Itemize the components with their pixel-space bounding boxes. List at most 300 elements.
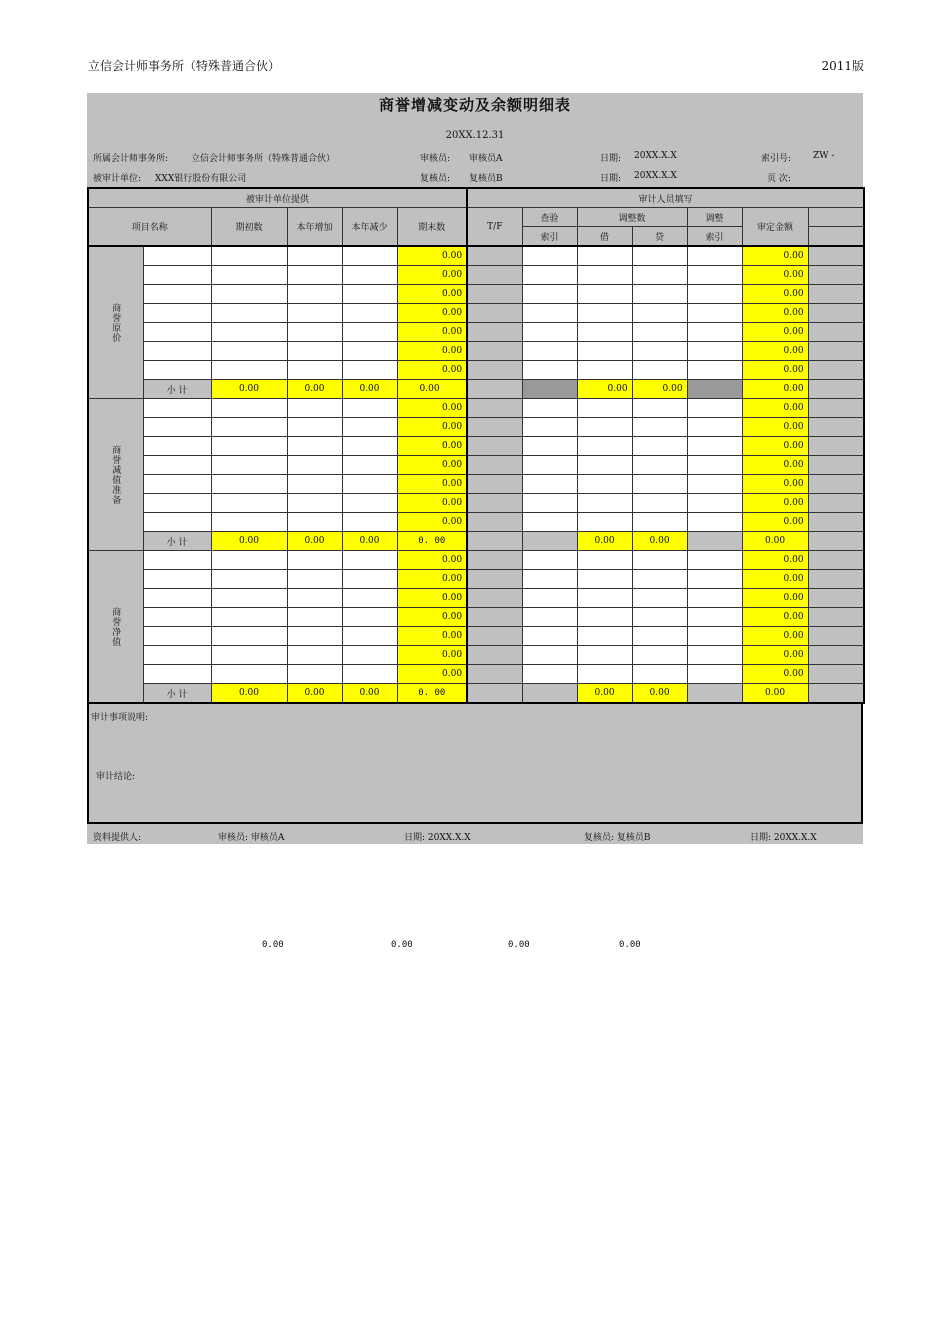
opening-cell[interactable] bbox=[211, 342, 287, 361]
closing-cell: 0.00 bbox=[397, 304, 467, 323]
extra-cell bbox=[808, 285, 864, 304]
tf-cell[interactable] bbox=[467, 665, 522, 684]
opening-cell[interactable] bbox=[211, 608, 287, 627]
filled-by-auditor: 审计人员填写 bbox=[467, 188, 864, 208]
debit-cell[interactable] bbox=[577, 665, 632, 684]
tf-cell[interactable] bbox=[467, 437, 522, 456]
item-name-cell[interactable] bbox=[143, 570, 211, 589]
check-index-cell[interactable] bbox=[522, 266, 577, 285]
audited-cell: 0.00 bbox=[742, 456, 808, 475]
item-name-cell[interactable] bbox=[143, 627, 211, 646]
debit-cell[interactable] bbox=[577, 551, 632, 570]
provided-by-unit: 被审计单位提供 bbox=[88, 188, 467, 208]
credit-cell[interactable] bbox=[632, 342, 687, 361]
check-index-cell[interactable] bbox=[522, 418, 577, 437]
decrease-cell[interactable] bbox=[342, 494, 397, 513]
tf-cell[interactable] bbox=[467, 304, 522, 323]
increase-cell[interactable] bbox=[287, 266, 342, 285]
closing-cell: 0.00 bbox=[397, 285, 467, 304]
item-name-cell[interactable] bbox=[143, 665, 211, 684]
section-label: 商誉减值准备 bbox=[88, 399, 143, 551]
col-decrease: 本年减少 bbox=[342, 208, 397, 247]
subtotal-audited: 0.00 bbox=[742, 380, 808, 399]
audited-cell: 0.00 bbox=[742, 361, 808, 380]
item-name-cell[interactable] bbox=[143, 246, 211, 266]
subtotal-extra bbox=[808, 684, 864, 704]
closing-cell: 0.00 bbox=[397, 551, 467, 570]
extra-cell bbox=[808, 551, 864, 570]
credit-cell[interactable] bbox=[632, 323, 687, 342]
tf-cell[interactable] bbox=[467, 456, 522, 475]
goodwill-table bbox=[87, 187, 865, 704]
increase-cell[interactable] bbox=[287, 437, 342, 456]
sheet-title: 商誉增减变动及余额明细表 bbox=[378, 96, 571, 114]
debit-cell[interactable] bbox=[577, 570, 632, 589]
credit-cell[interactable] bbox=[632, 513, 687, 532]
subtotal-check-index bbox=[522, 684, 577, 704]
item-name-cell[interactable] bbox=[143, 285, 211, 304]
increase-cell[interactable] bbox=[287, 475, 342, 494]
opening-cell[interactable] bbox=[211, 589, 287, 608]
closing-cell: 0.00 bbox=[397, 589, 467, 608]
adjust-index-cell[interactable] bbox=[687, 513, 742, 532]
decrease-cell[interactable] bbox=[342, 570, 397, 589]
extra-cell bbox=[808, 437, 864, 456]
opening-cell[interactable] bbox=[211, 475, 287, 494]
extra-cell bbox=[808, 513, 864, 532]
footer-reviewer: 审核员: 审核员A bbox=[218, 833, 285, 843]
increase-cell[interactable] bbox=[287, 285, 342, 304]
credit-cell[interactable] bbox=[632, 475, 687, 494]
audited-cell: 0.00 bbox=[742, 399, 808, 418]
credit-cell[interactable] bbox=[632, 608, 687, 627]
firm-label: 所属会计师事务所: bbox=[93, 154, 169, 164]
adjust-index-cell[interactable] bbox=[687, 418, 742, 437]
meta-row-2 bbox=[87, 167, 863, 187]
table-row bbox=[88, 570, 864, 589]
decrease-cell[interactable] bbox=[342, 475, 397, 494]
version-label: 2011版 bbox=[821, 59, 864, 73]
item-name-cell[interactable] bbox=[143, 646, 211, 665]
check-index-cell[interactable] bbox=[522, 627, 577, 646]
debit-cell[interactable] bbox=[577, 494, 632, 513]
credit-cell[interactable] bbox=[632, 285, 687, 304]
subtotal-debit: 0.00 bbox=[577, 380, 632, 399]
check-index-cell[interactable] bbox=[522, 551, 577, 570]
debit-cell[interactable] bbox=[577, 285, 632, 304]
table-row bbox=[88, 323, 864, 342]
col-adjust2: 调整 bbox=[687, 208, 742, 227]
decrease-cell[interactable] bbox=[342, 246, 397, 266]
extra-cell bbox=[808, 361, 864, 380]
credit-cell[interactable] bbox=[632, 304, 687, 323]
col-credit: 贷 bbox=[632, 227, 687, 247]
index-label: 索引号: bbox=[761, 154, 792, 164]
debit-cell[interactable] bbox=[577, 418, 632, 437]
check-index-cell[interactable] bbox=[522, 437, 577, 456]
tf-cell[interactable] bbox=[467, 418, 522, 437]
col-opening: 期初数 bbox=[211, 208, 287, 247]
tf-cell[interactable] bbox=[467, 323, 522, 342]
subtotal-decrease: 0.00 bbox=[342, 684, 397, 704]
adjust-index-cell[interactable] bbox=[687, 304, 742, 323]
credit-cell[interactable] bbox=[632, 266, 687, 285]
credit-cell[interactable] bbox=[632, 646, 687, 665]
subtotal-closing: 0. 00 bbox=[397, 532, 467, 551]
credit-cell[interactable] bbox=[632, 437, 687, 456]
check-index-cell[interactable] bbox=[522, 570, 577, 589]
credit-cell[interactable] bbox=[632, 589, 687, 608]
item-name-cell[interactable] bbox=[143, 361, 211, 380]
tf-cell[interactable] bbox=[467, 551, 522, 570]
table-row bbox=[88, 513, 864, 532]
firm-name-header: 立信会计师事务所（特殊普通合伙） bbox=[88, 59, 281, 73]
adjust-index-cell[interactable] bbox=[687, 551, 742, 570]
opening-cell[interactable] bbox=[211, 285, 287, 304]
audited-cell: 0.00 bbox=[742, 475, 808, 494]
check-index-cell[interactable] bbox=[522, 342, 577, 361]
check-index-cell[interactable] bbox=[522, 475, 577, 494]
adjust-index-cell[interactable] bbox=[687, 475, 742, 494]
section-label: 商誉原价 bbox=[88, 246, 143, 399]
header-row-1 bbox=[88, 188, 864, 208]
tf-cell[interactable] bbox=[467, 627, 522, 646]
audit-matters-label: 审计事项说明: bbox=[91, 713, 149, 723]
adjust-index-cell[interactable] bbox=[687, 266, 742, 285]
opening-cell[interactable] bbox=[211, 437, 287, 456]
opening-cell[interactable] bbox=[211, 665, 287, 684]
adjust-index-cell[interactable] bbox=[687, 285, 742, 304]
adjust-index-cell[interactable] bbox=[687, 246, 742, 266]
credit-cell[interactable] bbox=[632, 627, 687, 646]
increase-cell[interactable] bbox=[287, 361, 342, 380]
extra-cell bbox=[808, 246, 864, 266]
table-row bbox=[88, 456, 864, 475]
opening-cell[interactable] bbox=[211, 513, 287, 532]
closing-cell: 0.00 bbox=[397, 418, 467, 437]
adjust-index-cell[interactable] bbox=[687, 570, 742, 589]
table-row bbox=[88, 361, 864, 380]
debit-cell[interactable] bbox=[577, 589, 632, 608]
sheet-date: 20XX.12.31 bbox=[445, 130, 505, 141]
debit-cell[interactable] bbox=[577, 456, 632, 475]
tf-cell[interactable] bbox=[467, 608, 522, 627]
col-tf: T/F bbox=[467, 208, 522, 247]
tf-cell[interactable] bbox=[467, 494, 522, 513]
increase-cell[interactable] bbox=[287, 399, 342, 418]
adjust-index-cell[interactable] bbox=[687, 437, 742, 456]
col-debit: 借 bbox=[577, 227, 632, 247]
increase-cell[interactable] bbox=[287, 494, 342, 513]
date2-label: 日期: bbox=[600, 174, 622, 184]
tf-cell[interactable] bbox=[467, 646, 522, 665]
increase-cell[interactable] bbox=[287, 342, 342, 361]
decrease-cell[interactable] bbox=[342, 608, 397, 627]
check-index-cell[interactable] bbox=[522, 304, 577, 323]
debit-cell[interactable] bbox=[577, 323, 632, 342]
increase-cell[interactable] bbox=[287, 323, 342, 342]
check-index-cell[interactable] bbox=[522, 494, 577, 513]
adjust-index-cell[interactable] bbox=[687, 665, 742, 684]
check-index-cell[interactable] bbox=[522, 665, 577, 684]
header-row-2 bbox=[88, 208, 864, 227]
opening-cell[interactable] bbox=[211, 570, 287, 589]
workpaper-sheet bbox=[87, 93, 863, 844]
tf-cell[interactable] bbox=[467, 246, 522, 266]
adjust-index-cell[interactable] bbox=[687, 589, 742, 608]
index-value: ZW - bbox=[813, 151, 835, 161]
item-name-cell[interactable] bbox=[143, 456, 211, 475]
debit-cell[interactable] bbox=[577, 608, 632, 627]
tf-cell[interactable] bbox=[467, 285, 522, 304]
audited-cell: 0.00 bbox=[742, 494, 808, 513]
debit-cell[interactable] bbox=[577, 475, 632, 494]
subtotal-extra bbox=[808, 380, 864, 399]
decrease-cell[interactable] bbox=[342, 589, 397, 608]
credit-cell[interactable] bbox=[632, 456, 687, 475]
total-below-1: 0.00 bbox=[262, 940, 284, 950]
decrease-cell[interactable] bbox=[342, 665, 397, 684]
table-row bbox=[88, 475, 864, 494]
subtotal-opening: 0.00 bbox=[211, 380, 287, 399]
subtotal-opening: 0.00 bbox=[211, 684, 287, 704]
check-index-cell[interactable] bbox=[522, 399, 577, 418]
increase-cell[interactable] bbox=[287, 551, 342, 570]
audited-cell: 0.00 bbox=[742, 342, 808, 361]
decrease-cell[interactable] bbox=[342, 418, 397, 437]
tf-cell[interactable] bbox=[467, 399, 522, 418]
check-index-cell[interactable] bbox=[522, 456, 577, 475]
opening-cell[interactable] bbox=[211, 418, 287, 437]
decrease-cell[interactable] bbox=[342, 437, 397, 456]
check-index-cell[interactable] bbox=[522, 608, 577, 627]
credit-cell[interactable] bbox=[632, 570, 687, 589]
opening-cell[interactable] bbox=[211, 646, 287, 665]
tf-cell[interactable] bbox=[467, 589, 522, 608]
subtotal-check-index bbox=[522, 380, 577, 399]
reviewer-label: 审核员: bbox=[420, 154, 451, 164]
debit-cell[interactable] bbox=[577, 513, 632, 532]
increase-cell[interactable] bbox=[287, 570, 342, 589]
decrease-cell[interactable] bbox=[342, 399, 397, 418]
decrease-cell[interactable] bbox=[342, 285, 397, 304]
increase-cell[interactable] bbox=[287, 608, 342, 627]
audited-cell: 0.00 bbox=[742, 646, 808, 665]
debit-cell[interactable] bbox=[577, 361, 632, 380]
footer-date2: 日期: 20XX.X.X bbox=[750, 833, 817, 843]
closing-cell: 0.00 bbox=[397, 456, 467, 475]
opening-cell[interactable] bbox=[211, 494, 287, 513]
credit-cell[interactable] bbox=[632, 418, 687, 437]
closing-cell: 0.00 bbox=[397, 475, 467, 494]
tf-cell[interactable] bbox=[467, 570, 522, 589]
adjust-index-cell[interactable] bbox=[687, 456, 742, 475]
extra-cell bbox=[808, 665, 864, 684]
table-row bbox=[88, 285, 864, 304]
decrease-cell[interactable] bbox=[342, 456, 397, 475]
subtotal-extra bbox=[808, 532, 864, 551]
section-label: 商誉净值 bbox=[88, 551, 143, 704]
closing-cell: 0.00 bbox=[397, 570, 467, 589]
sign-off-footer bbox=[87, 824, 863, 844]
check-index-cell[interactable] bbox=[522, 513, 577, 532]
extra-cell bbox=[808, 304, 864, 323]
table-row bbox=[88, 418, 864, 437]
audit-conclusion-label: 审计结论: bbox=[96, 772, 136, 782]
opening-cell[interactable] bbox=[211, 399, 287, 418]
closing-cell: 0.00 bbox=[397, 494, 467, 513]
credit-cell[interactable] bbox=[632, 361, 687, 380]
adjust-index-cell[interactable] bbox=[687, 399, 742, 418]
opening-cell[interactable] bbox=[211, 456, 287, 475]
subtotal-increase: 0.00 bbox=[287, 684, 342, 704]
tf-cell[interactable] bbox=[467, 361, 522, 380]
adjust-index-cell[interactable] bbox=[687, 494, 742, 513]
decrease-cell[interactable] bbox=[342, 361, 397, 380]
opening-cell[interactable] bbox=[211, 266, 287, 285]
opening-cell[interactable] bbox=[211, 246, 287, 266]
subtotal-credit: 0.00 bbox=[632, 532, 687, 551]
increase-cell[interactable] bbox=[287, 646, 342, 665]
decrease-cell[interactable] bbox=[342, 342, 397, 361]
opening-cell[interactable] bbox=[211, 551, 287, 570]
subtotal-label: 小 计 bbox=[143, 684, 211, 704]
adjust-index-cell[interactable] bbox=[687, 342, 742, 361]
item-name-cell[interactable] bbox=[143, 418, 211, 437]
check-index-cell[interactable] bbox=[522, 246, 577, 266]
audited-cell: 0.00 bbox=[742, 266, 808, 285]
opening-cell[interactable] bbox=[211, 627, 287, 646]
closing-cell: 0.00 bbox=[397, 437, 467, 456]
item-name-cell[interactable] bbox=[143, 437, 211, 456]
extra-cell bbox=[808, 418, 864, 437]
check-index-cell[interactable] bbox=[522, 589, 577, 608]
firm-value: 立信会计师事务所（特殊普通合伙） bbox=[191, 154, 336, 164]
adjust-index-cell[interactable] bbox=[687, 361, 742, 380]
check-index-cell[interactable] bbox=[522, 361, 577, 380]
col-audited: 审定金额 bbox=[742, 208, 808, 247]
adjust-index-cell[interactable] bbox=[687, 323, 742, 342]
footer-provider: 资料提供人: bbox=[93, 833, 142, 843]
audited-cell: 0.00 bbox=[742, 551, 808, 570]
subtotal-row bbox=[88, 380, 864, 399]
item-name-cell[interactable] bbox=[143, 551, 211, 570]
item-name-cell[interactable] bbox=[143, 608, 211, 627]
increase-cell[interactable] bbox=[287, 589, 342, 608]
check-index-cell[interactable] bbox=[522, 285, 577, 304]
item-name-cell[interactable] bbox=[143, 266, 211, 285]
reviewer-value: 审核员A bbox=[469, 154, 503, 164]
item-name-cell[interactable] bbox=[143, 342, 211, 361]
col-check-index: 索引 bbox=[522, 227, 577, 247]
opening-cell[interactable] bbox=[211, 361, 287, 380]
decrease-cell[interactable] bbox=[342, 513, 397, 532]
item-name-cell[interactable] bbox=[143, 323, 211, 342]
decrease-cell[interactable] bbox=[342, 304, 397, 323]
check-index-cell[interactable] bbox=[522, 646, 577, 665]
credit-cell[interactable] bbox=[632, 399, 687, 418]
decrease-cell[interactable] bbox=[342, 266, 397, 285]
adjust-index-cell[interactable] bbox=[687, 608, 742, 627]
item-name-cell[interactable] bbox=[143, 513, 211, 532]
table-row bbox=[88, 494, 864, 513]
subtotal-audited: 0.00 bbox=[742, 684, 808, 704]
closing-cell: 0.00 bbox=[397, 627, 467, 646]
col-extra-bottom bbox=[808, 227, 864, 247]
debit-cell[interactable] bbox=[577, 246, 632, 266]
debit-cell[interactable] bbox=[577, 304, 632, 323]
extra-cell bbox=[808, 608, 864, 627]
debit-cell[interactable] bbox=[577, 342, 632, 361]
check-index-cell[interactable] bbox=[522, 323, 577, 342]
debit-cell[interactable] bbox=[577, 399, 632, 418]
audited-cell: 0.00 bbox=[742, 437, 808, 456]
extra-cell bbox=[808, 494, 864, 513]
debit-cell[interactable] bbox=[577, 627, 632, 646]
increase-cell[interactable] bbox=[287, 627, 342, 646]
audited-cell: 0.00 bbox=[742, 608, 808, 627]
debit-cell[interactable] bbox=[577, 437, 632, 456]
col-increase: 本年增加 bbox=[287, 208, 342, 247]
audited-label: 被审计单位: bbox=[93, 174, 142, 184]
increase-cell[interactable] bbox=[287, 418, 342, 437]
opening-cell[interactable] bbox=[211, 304, 287, 323]
meta-row-1 bbox=[87, 147, 863, 167]
item-name-cell[interactable] bbox=[143, 475, 211, 494]
decrease-cell[interactable] bbox=[342, 627, 397, 646]
table-row bbox=[88, 608, 864, 627]
subtotal-debit: 0.00 bbox=[577, 532, 632, 551]
credit-cell[interactable] bbox=[632, 494, 687, 513]
decrease-cell[interactable] bbox=[342, 551, 397, 570]
debit-cell[interactable] bbox=[577, 646, 632, 665]
subtotal-row bbox=[88, 532, 864, 551]
subtotal-adjust-index bbox=[687, 532, 742, 551]
decrease-cell[interactable] bbox=[342, 323, 397, 342]
adjust-index-cell[interactable] bbox=[687, 627, 742, 646]
tf-cell[interactable] bbox=[467, 513, 522, 532]
tf-cell[interactable] bbox=[467, 266, 522, 285]
increase-cell[interactable] bbox=[287, 304, 342, 323]
subtotal-audited: 0.00 bbox=[742, 532, 808, 551]
debit-cell[interactable] bbox=[577, 266, 632, 285]
credit-cell[interactable] bbox=[632, 551, 687, 570]
subtotal-opening: 0.00 bbox=[211, 532, 287, 551]
item-name-cell[interactable] bbox=[143, 494, 211, 513]
increase-cell[interactable] bbox=[287, 246, 342, 266]
rechecker-label: 复核员: bbox=[420, 174, 451, 184]
adjust-index-cell[interactable] bbox=[687, 646, 742, 665]
opening-cell[interactable] bbox=[211, 323, 287, 342]
tf-cell[interactable] bbox=[467, 475, 522, 494]
item-name-cell[interactable] bbox=[143, 399, 211, 418]
item-name-cell[interactable] bbox=[143, 304, 211, 323]
date-value: 20XX.X.X bbox=[634, 151, 677, 161]
increase-cell[interactable] bbox=[287, 665, 342, 684]
credit-cell[interactable] bbox=[632, 246, 687, 266]
table-row bbox=[88, 665, 864, 684]
extra-cell bbox=[808, 266, 864, 285]
extra-cell bbox=[808, 475, 864, 494]
tf-cell[interactable] bbox=[467, 342, 522, 361]
total-below-4: 0.00 bbox=[619, 940, 641, 950]
item-name-cell[interactable] bbox=[143, 589, 211, 608]
increase-cell[interactable] bbox=[287, 513, 342, 532]
table-row bbox=[88, 627, 864, 646]
increase-cell[interactable] bbox=[287, 456, 342, 475]
credit-cell[interactable] bbox=[632, 665, 687, 684]
decrease-cell[interactable] bbox=[342, 646, 397, 665]
